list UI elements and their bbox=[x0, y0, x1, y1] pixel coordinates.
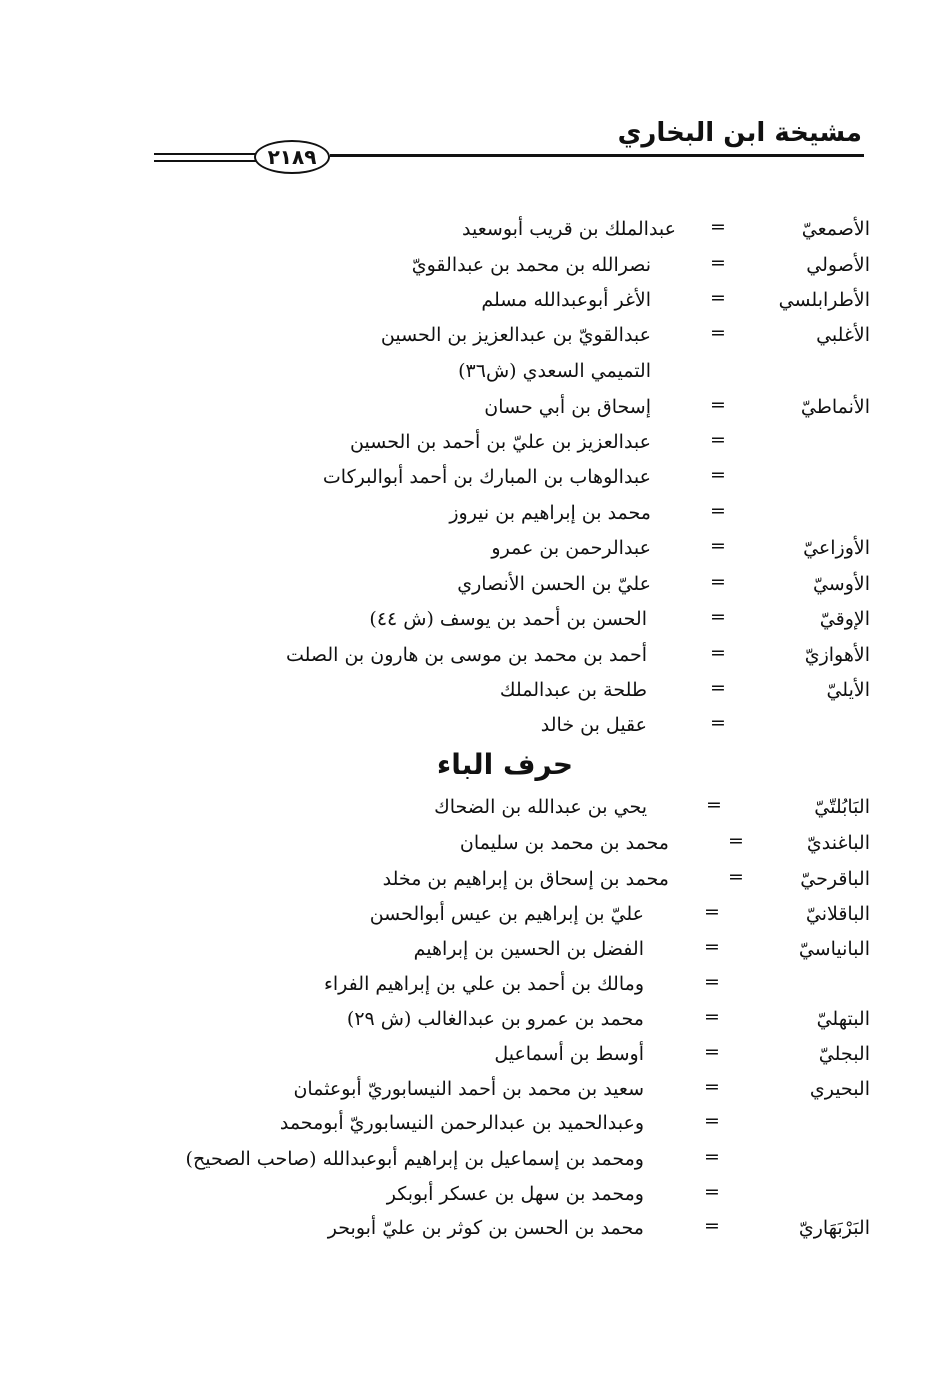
nisba: الإوقيّ bbox=[819, 608, 870, 630]
nisba: الباغنديّ bbox=[806, 832, 870, 854]
list-item bbox=[0, 462, 948, 496]
equals-sign: = bbox=[710, 322, 726, 344]
list-item bbox=[0, 934, 948, 968]
person-name: طلحة بن عبدالملك bbox=[499, 679, 647, 701]
section-heading: حرف الباء bbox=[436, 748, 574, 781]
person-name: أوسط بن أسماعيل bbox=[494, 1043, 644, 1065]
nisba: البتهليّ bbox=[816, 1008, 870, 1030]
equals-sign: = bbox=[710, 571, 726, 593]
list-item bbox=[0, 285, 948, 319]
person-name: محمد بن محمد بن سليمان bbox=[459, 832, 669, 854]
list-item bbox=[0, 1179, 948, 1213]
equals-sign: = bbox=[710, 712, 726, 734]
person-name: سعيد بن محمد بن أحمد النيسابوريّ أبوعثمان bbox=[293, 1078, 644, 1100]
equals-sign: = bbox=[704, 1215, 720, 1237]
person-name: أحمد بن محمد بن موسى بن هارون بن الصلت bbox=[285, 644, 647, 666]
nisba: الأصولي bbox=[806, 254, 870, 276]
header-rule bbox=[330, 154, 864, 157]
list-item bbox=[0, 604, 948, 638]
equals-sign: = bbox=[706, 794, 722, 816]
list-item bbox=[0, 792, 948, 826]
list-item bbox=[0, 864, 948, 898]
nisba: الأيليّ bbox=[826, 679, 870, 701]
header-rule-left-top bbox=[154, 153, 256, 155]
list-item bbox=[0, 214, 948, 248]
nisba: الأغلبي bbox=[816, 324, 870, 346]
list-item bbox=[0, 1144, 948, 1178]
header-rule-left-bottom bbox=[154, 160, 256, 162]
nisba: الأطرابلسي bbox=[778, 289, 870, 311]
equals-sign: = bbox=[710, 642, 726, 664]
person-name: عبدالوهاب بن المبارك بن أحمد أبوالبركات bbox=[322, 466, 651, 488]
list-item bbox=[0, 1039, 948, 1073]
person-name: عبدالقويّ بن عبدالعزيز بن الحسين bbox=[380, 324, 651, 346]
nisba: الباقلانيّ bbox=[805, 903, 870, 925]
list-item bbox=[0, 250, 948, 284]
person-name: عبدالعزيز بن عليّ بن أحمد بن الحسين bbox=[350, 431, 651, 453]
page-number: ٢١٨٩ bbox=[254, 140, 330, 174]
nisba: الأهوازيّ bbox=[804, 644, 870, 666]
equals-sign: = bbox=[710, 677, 726, 699]
equals-sign: = bbox=[710, 535, 726, 557]
list-item bbox=[0, 1004, 948, 1038]
equals-sign: = bbox=[710, 606, 726, 628]
equals-sign: = bbox=[704, 1181, 720, 1203]
equals-sign: = bbox=[704, 971, 720, 993]
person-name: الفضل بن الحسين بن إبراهيم bbox=[413, 938, 644, 960]
nisba: البحيري bbox=[809, 1078, 870, 1100]
list-item bbox=[0, 533, 948, 567]
equals-sign: = bbox=[704, 936, 720, 958]
equals-sign: = bbox=[728, 830, 744, 852]
nisba: الأنماطيّ bbox=[800, 396, 870, 418]
person-name: محمد بن إبراهيم بن نيروز bbox=[449, 502, 651, 524]
person-name: ومالك بن أحمد بن علي بن إبراهيم الفراء bbox=[323, 973, 644, 995]
nisba: البَابُلتّيّ bbox=[814, 796, 870, 818]
equals-sign: = bbox=[704, 1146, 720, 1168]
nisba: البَرْبَهَاريّ bbox=[798, 1217, 870, 1239]
nisba: الأصمعيّ bbox=[801, 218, 870, 240]
equals-sign: = bbox=[710, 429, 726, 451]
nisba: البانياسيّ bbox=[798, 938, 870, 960]
person-name: وعبدالحميد بن عبدالرحمن النيسابوريّ أبومحمد bbox=[279, 1112, 644, 1134]
person-name: محمد بن الحسن بن كوثر بن عليّ أبوبحر bbox=[327, 1217, 644, 1239]
person-name: عقيل بن خالد bbox=[540, 714, 647, 736]
equals-sign: = bbox=[704, 1076, 720, 1098]
list-item bbox=[0, 427, 948, 461]
person-name: محمد بن عمرو بن عبدالغالب (ش ٢٩) bbox=[346, 1008, 644, 1030]
nisba: الباقرحيّ bbox=[800, 868, 870, 890]
person-name: التميمي السعدي (ش٣٦) bbox=[458, 360, 651, 382]
equals-sign: = bbox=[710, 216, 726, 238]
person-name: الأغر أبوعبدالله مسلم bbox=[481, 289, 651, 311]
person-name: عليّ بن الحسن الأنصاري bbox=[457, 573, 651, 595]
equals-sign: = bbox=[704, 901, 720, 923]
list-item bbox=[0, 498, 948, 532]
person-name: ومحمد بن إسماعيل بن إبراهيم أبوعبدالله (صاحب الصحيح) bbox=[185, 1148, 644, 1170]
person-name: ومحمد بن سهل بن عسكر أبوبكر bbox=[386, 1183, 644, 1205]
list-item bbox=[0, 969, 948, 1003]
list-item bbox=[0, 828, 948, 862]
list-item bbox=[0, 1213, 948, 1247]
list-item bbox=[0, 710, 948, 744]
person-name: إسحاق بن أبي حسان bbox=[484, 396, 651, 418]
nisba: الأوسيّ bbox=[812, 573, 870, 595]
list-item bbox=[0, 569, 948, 603]
list-item bbox=[0, 392, 948, 426]
list-item bbox=[0, 320, 948, 354]
person-name: عليّ بن إبراهيم بن عيس أبوالحسن bbox=[369, 903, 644, 925]
equals-sign: = bbox=[710, 500, 726, 522]
nisba: الأوزاعيّ bbox=[803, 537, 870, 559]
equals-sign: = bbox=[710, 394, 726, 416]
person-name: عبدالرحمن بن عمرو bbox=[491, 537, 651, 559]
equals-sign: = bbox=[728, 866, 744, 888]
person-name: يحي بن عبدالله بن الضحاك bbox=[434, 796, 647, 818]
list-item bbox=[0, 1108, 948, 1142]
person-name: نصرالله بن محمد بن عبدالقويّ bbox=[411, 254, 651, 276]
list-item bbox=[0, 640, 948, 674]
equals-sign: = bbox=[704, 1110, 720, 1132]
equals-sign: = bbox=[710, 464, 726, 486]
equals-sign: = bbox=[704, 1006, 720, 1028]
equals-sign: = bbox=[710, 287, 726, 309]
nisba: البجليّ bbox=[818, 1043, 870, 1065]
equals-sign: = bbox=[704, 1041, 720, 1063]
person-name: عبدالملك بن قريب أبوسعيد bbox=[462, 218, 676, 240]
running-title: مشيخة ابن البخاري bbox=[617, 118, 862, 148]
person-name: محمد بن إسحاق بن إبراهيم بن مخلد bbox=[382, 868, 669, 890]
list-item bbox=[0, 675, 948, 709]
equals-sign: = bbox=[710, 252, 726, 274]
list-item bbox=[0, 1074, 948, 1108]
list-item-continuation bbox=[0, 356, 948, 390]
person-name: الحسن بن أحمد بن يوسف (ش ٤٤) bbox=[369, 608, 647, 630]
list-item bbox=[0, 899, 948, 933]
